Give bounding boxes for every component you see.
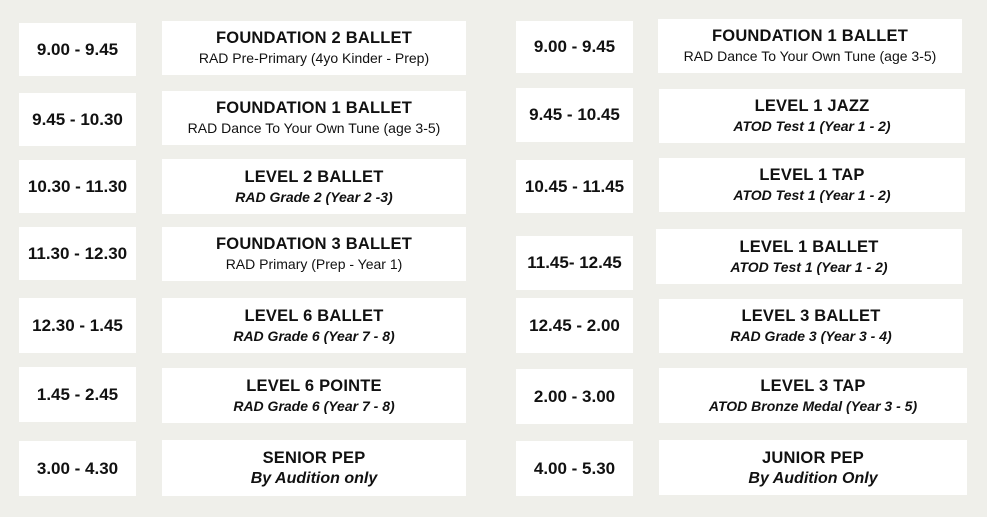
class-subtitle: RAD Grade 2 (Year 2 -3) xyxy=(235,188,393,205)
class-box-left-4 xyxy=(162,227,466,281)
class-box-right-7 xyxy=(659,440,967,495)
time-box-left-1 xyxy=(19,23,136,76)
class-box-right-2 xyxy=(659,89,965,143)
time-box-left-2 xyxy=(19,93,136,146)
time-box-right-7 xyxy=(516,441,633,496)
time-label: 1.45 - 2.45 xyxy=(36,384,119,404)
class-title: LEVEL 3 BALLET xyxy=(741,307,881,325)
time-label: 10.45 - 11.45 xyxy=(524,176,625,196)
class-title: LEVEL 6 POINTE xyxy=(246,376,382,395)
class-title: LEVEL 2 BALLET xyxy=(244,167,384,186)
class-title: FOUNDATION 3 BALLET xyxy=(216,235,412,253)
class-box-left-5 xyxy=(162,298,466,353)
class-box-left-7 xyxy=(162,440,466,496)
class-title: LEVEL 3 TAP xyxy=(760,376,866,395)
class-subtitle: RAD Grade 6 (Year 7 - 8) xyxy=(233,327,395,344)
time-label: 9.45 - 10.45 xyxy=(529,105,620,124)
class-box-right-6 xyxy=(659,368,967,423)
class-title: FOUNDATION 1 BALLET xyxy=(712,27,908,45)
class-subtitle: ATOD Test 1 (Year 1 - 2) xyxy=(733,187,891,203)
class-subtitle: RAD Pre-Primary (4yo Kinder - Prep) xyxy=(198,50,430,66)
class-title: FOUNDATION 2 BALLET xyxy=(216,29,412,47)
class-subtitle: ATOD Test 1 (Year 1 - 2) xyxy=(730,258,888,275)
time-label: 9.45 - 10.30 xyxy=(32,109,123,129)
time-label: 9.00 - 9.45 xyxy=(533,37,616,56)
class-title: FOUNDATION 1 BALLET xyxy=(216,99,412,117)
time-box-left-3 xyxy=(19,160,136,213)
class-title: LEVEL 1 BALLET xyxy=(739,237,879,256)
class-box-right-3 xyxy=(659,158,965,212)
class-subtitle: RAD Primary (Prep - Year 1) xyxy=(225,256,403,272)
time-box-right-1 xyxy=(516,21,633,73)
time-label: 4.00 - 5.30 xyxy=(533,458,616,478)
time-box-left-4 xyxy=(19,227,136,280)
class-subtitle: ATOD Bronze Medal (Year 3 - 5) xyxy=(708,397,918,414)
class-box-right-1 xyxy=(658,19,962,73)
time-box-left-6 xyxy=(19,367,136,422)
class-box-left-2 xyxy=(162,91,466,145)
time-label: 2.00 - 3.00 xyxy=(533,386,616,406)
class-title: LEVEL 6 BALLET xyxy=(244,306,384,325)
time-box-left-5 xyxy=(19,298,136,353)
class-box-left-6 xyxy=(162,368,466,423)
class-title: SENIOR PEP xyxy=(262,449,366,467)
time-label: 11.30 - 12.30 xyxy=(27,243,128,263)
time-label: 12.45 - 2.00 xyxy=(529,315,620,335)
time-label: 11.45- 12.45 xyxy=(527,253,622,272)
class-subtitle: RAD Grade 3 (Year 3 - 4) xyxy=(730,328,892,344)
class-subtitle: RAD Dance To Your Own Tune (age 3-5) xyxy=(683,48,937,64)
time-box-right-3 xyxy=(516,160,633,213)
class-box-left-3 xyxy=(162,159,466,214)
class-title: LEVEL 1 JAZZ xyxy=(754,97,870,115)
time-box-left-7 xyxy=(19,441,136,496)
class-subtitle: ATOD Test 1 (Year 1 - 2) xyxy=(733,118,891,134)
class-subtitle: RAD Dance To Your Own Tune (age 3-5) xyxy=(187,120,441,136)
class-subtitle: By Audition only xyxy=(250,470,378,487)
time-label: 10.30 - 11.30 xyxy=(27,176,128,196)
time-box-right-5 xyxy=(516,298,633,353)
class-box-left-1 xyxy=(162,21,466,75)
time-box-right-4 xyxy=(516,236,633,290)
time-label: 9.00 - 9.45 xyxy=(36,39,119,59)
class-subtitle: RAD Grade 6 (Year 7 - 8) xyxy=(233,397,395,414)
time-box-right-6 xyxy=(516,369,633,424)
class-box-right-5 xyxy=(659,299,963,353)
time-label: 3.00 - 4.30 xyxy=(36,458,119,478)
class-subtitle: By Audition Only xyxy=(748,469,878,487)
time-box-right-2 xyxy=(516,88,633,142)
time-label: 12.30 - 1.45 xyxy=(32,315,123,335)
class-title: LEVEL 1 TAP xyxy=(759,166,865,184)
class-title: JUNIOR PEP xyxy=(762,448,864,467)
class-box-right-4 xyxy=(656,229,962,284)
